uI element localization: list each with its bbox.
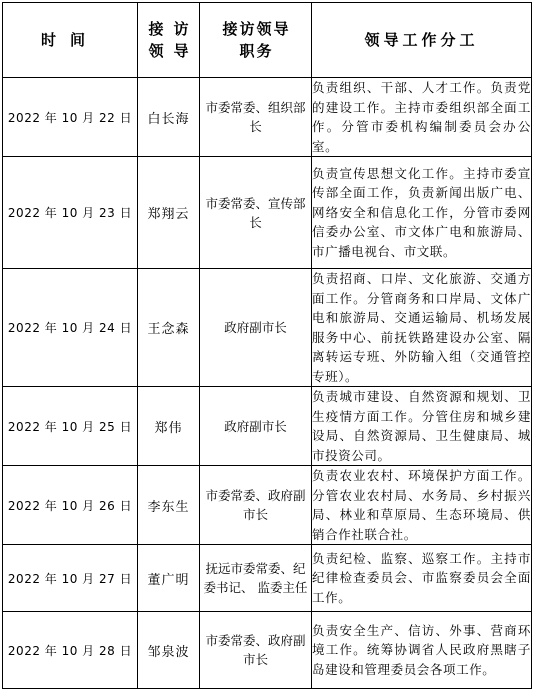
table-row [3,545,532,612]
table-row [3,466,532,545]
header-leader: 接访领导 [138,3,200,78]
table-row [3,612,532,689]
leader-schedule-table [2,2,532,689]
table-row [3,78,532,157]
work-division-cell: 负责组织、干部、人才工作。负责党的建设工作。主持市委组织部全面工作。分管市委机构编制委员会办公室。 [312,78,532,157]
leader-name-cell: 郑伟 [138,387,200,466]
work-division-cell: 负责招商、口岸、文化旅游、交通方面工作。分管商务和口岸局、文体广电和旅游局、交通运输局、机场发展服务中心、前抚铁路建设办公室、隔离转运专班、外防输入组（交通管控专班）。 [312,269,532,387]
date-cell: 2022 年 10 月 25 日 [3,387,138,466]
work-division-cell: 负责宣传思想文化工作。主持市委宣传部全面工作，负责新闻出版广电、网络安全和信息化工作，分管市委网信委办公室、市文体广电和旅游局、市广播电视台、市文联。 [312,157,532,269]
date-cell: 2022 年 10 月 24 日 [3,269,138,387]
table-row [3,387,532,466]
header-row [3,3,532,78]
table-row [3,157,532,269]
work-division-cell: 负责纪检、监察、巡察工作。主持市纪律检查委员会、市监察委员会全面工作。 [312,545,532,612]
leader-name-cell: 李东生 [138,466,200,545]
date-cell: 2022 年 10 月 26 日 [3,466,138,545]
date-cell: 2022 年 10 月 28 日 [3,612,138,689]
leader-title-cell: 抚远市委常委、纪委书记、 监委主任 [200,545,312,612]
date-cell: 2022 年 10 月 22 日 [3,78,138,157]
leader-name-cell: 郑翔云 [138,157,200,269]
work-division-cell: 负责安全生产、信访、外事、营商环境工作。统筹协调省人民政府黑瞎子岛建设和管理委员会各项工作。 [312,612,532,689]
header-work-division: 领导工作分工 [312,3,532,78]
work-division-cell: 负责农业农村、环境保护方面工作。分管农业农村局、水务局、乡村振兴局、林业和草原局、生态环境局、供销合作社联合社。 [312,466,532,545]
leader-name-cell: 王念森 [138,269,200,387]
leader-title-cell: 市委常委、宣传部长 [200,157,312,269]
work-division-cell: 负责城市建设、自然资源和规划、卫生疫情方面工作。分管住房和城乡建设局、自然资源局、卫生健康局、城市投资公司。 [312,387,532,466]
table-row [3,269,532,387]
header-leader-title: 接访领导职务 [200,3,312,78]
leader-title-cell: 市委常委、组织部长 [200,78,312,157]
leader-name-cell: 白长海 [138,78,200,157]
date-cell: 2022 年 10 月 27 日 [3,545,138,612]
leader-name-cell: 邹泉波 [138,612,200,689]
leader-title-cell: 政府副市长 [200,269,312,387]
leader-title-cell: 市委常委、政府副市长 [200,466,312,545]
header-time: 时间 [3,3,138,78]
date-cell: 2022 年 10 月 23 日 [3,157,138,269]
leader-name-cell: 董广明 [138,545,200,612]
leader-title-cell: 市委常委、政府副市长 [200,612,312,689]
leader-title-cell: 政府副市长 [200,387,312,466]
